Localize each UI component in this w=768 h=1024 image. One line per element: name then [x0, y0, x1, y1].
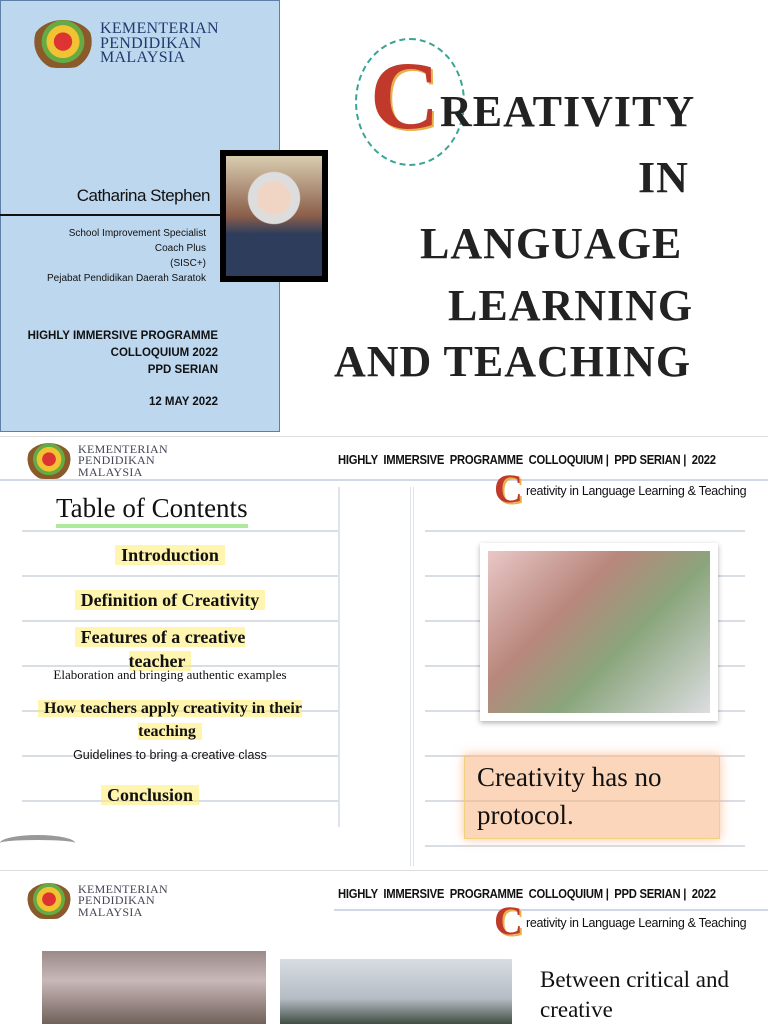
logo-line: PENDIDIKAN — [100, 34, 202, 52]
presenter-name: Catharina Stephen — [76, 186, 210, 205]
photo-frame — [480, 543, 718, 721]
title-slide — [0, 0, 768, 432]
quote-box: Creativity has no protocol. — [464, 755, 720, 839]
title-line: IN — [638, 153, 689, 202]
toc-item[interactable]: Conclusion — [101, 785, 199, 805]
title-line: REATIVITY — [440, 87, 696, 136]
title-line: LEARNING — [448, 281, 694, 330]
toc-item[interactable]: Features of a creative teacher — [75, 627, 246, 671]
event-date: 12 MAY 2022 — [148, 396, 218, 408]
header-rule — [0, 479, 768, 481]
ministry-logo — [26, 443, 168, 479]
divider — [0, 214, 225, 216]
house-photo — [42, 951, 266, 1024]
squiggle-decoration — [0, 835, 75, 851]
toc-item[interactable]: Definition of Creativity — [75, 590, 266, 610]
event-line: HIGHLY IMMERSIVE PROGRAMME — [27, 330, 218, 342]
title-drop-cap: C — [370, 42, 440, 149]
subtitle: reativity in Language Learning & Teaching — [526, 484, 747, 498]
ministry-logo — [26, 883, 168, 919]
event-header: HIGHLY IMMERSIVE PROGRAMME COLLOQUIUM | PPD SERIAN | 2022 — [338, 453, 716, 467]
event-info — [10, 328, 218, 411]
logo-line: MALAYSIA — [100, 49, 186, 67]
toc-subitem: Elaboration and bringing authentic examples — [53, 667, 287, 682]
subtitle-drop-cap: C — [494, 898, 523, 943]
toc-item[interactable]: Introduction — [115, 545, 225, 565]
logo-line: KEMENTERIAN — [78, 882, 168, 897]
presenter-photo — [226, 156, 322, 276]
malaysia-crest-icon — [26, 883, 72, 919]
event-line: COLLOQUIUM 2022 — [110, 347, 218, 359]
title-line: AND TEACHING — [334, 337, 692, 386]
subtitle: reativity in Language Learning & Teaching — [526, 916, 747, 930]
event-line: PPD SERIAN — [147, 364, 218, 376]
slide-text: Between critical and creative — [540, 967, 730, 1022]
role-line: Coach Plus — [154, 243, 206, 254]
logo-line: KEMENTERIAN — [100, 19, 219, 37]
event-header: HIGHLY IMMERSIVE PROGRAMME COLLOQUIUM | PPD SERIAN | 2022 — [338, 887, 716, 901]
binding — [410, 487, 414, 866]
subtitle-drop-cap: C — [494, 466, 523, 511]
landscape-photo — [280, 959, 512, 1024]
toc-subitem: Guidelines to bring a creative class — [73, 748, 267, 762]
logo-line: MALAYSIA — [78, 904, 143, 919]
logo-line: KEMENTERIAN — [78, 442, 168, 457]
malaysia-crest-icon — [32, 20, 94, 68]
contents-slide — [0, 436, 768, 866]
logo-line: PENDIDIKAN — [78, 453, 155, 468]
malaysia-crest-icon — [26, 443, 72, 479]
logo-line: MALAYSIA — [78, 464, 143, 479]
role-line: Pejabat Pendidikan Daerah Saratok — [47, 273, 206, 284]
toc-item[interactable]: How teachers apply creativity in their teaching — [38, 700, 302, 740]
logo-line: PENDIDIKAN — [78, 893, 155, 908]
header-rule — [334, 909, 768, 911]
classroom-photo — [488, 551, 710, 713]
presenter-role — [10, 226, 206, 286]
ministry-logo — [32, 20, 219, 68]
next-slide — [0, 870, 768, 1024]
presenter-photo-frame — [220, 150, 328, 282]
role-line: School Improvement Specialist — [68, 228, 206, 239]
title-line: LANGUAGE — [420, 219, 683, 268]
role-line: (SISC+) — [170, 258, 206, 269]
toc-title: Table of Contents — [56, 493, 248, 528]
